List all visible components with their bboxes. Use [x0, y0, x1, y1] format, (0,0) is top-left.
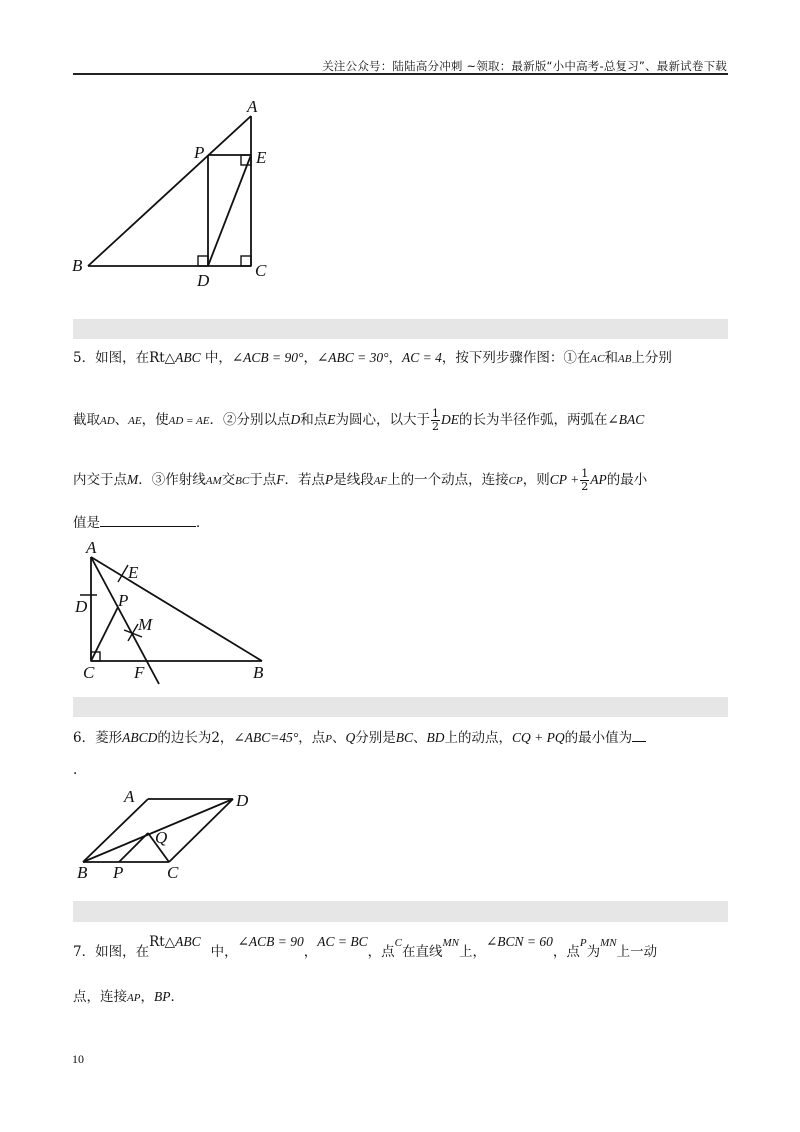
- segment-CD: [169, 799, 233, 862]
- page-number: 10: [72, 1052, 84, 1066]
- label-P: P: [194, 143, 205, 162]
- label-C: C: [167, 863, 179, 882]
- label-P: P: [113, 863, 124, 882]
- figure-rhombus: [70, 782, 260, 882]
- label-D: D: [197, 271, 210, 290]
- answer-band-2: [73, 697, 728, 717]
- figure-angle-bisector-construction: [70, 535, 280, 685]
- fraction-one-half-2: $\frac{1}{2}$: [581, 467, 589, 493]
- question-5-line-2: 截取AD、AE，使AD = AE．②分别以点D和点E为圆心，以大于 $\frac{1}{2}$ DE的长为半径作弧，两弧在∠BAC: [73, 407, 645, 433]
- segment-PQ: [119, 833, 148, 862]
- label-D: D: [236, 791, 249, 810]
- answer-band-1: [73, 319, 728, 339]
- segment-AB: [88, 116, 251, 266]
- answer-blank-q6[interactable]: [632, 727, 646, 742]
- label-D: D: [75, 597, 88, 616]
- question-5-line-4: 值是 ．: [73, 512, 733, 533]
- right-angle-mark-D: [198, 256, 208, 266]
- question-7-line-2: 点，连接AP，BP．: [73, 989, 184, 1005]
- label-B: B: [253, 663, 264, 682]
- segment-AB: [83, 799, 148, 862]
- label-A: A: [86, 538, 97, 557]
- label-F: F: [134, 663, 145, 682]
- label-E: E: [128, 563, 139, 582]
- right-angle-mark-C: [241, 256, 251, 266]
- question-5-line-1: 5．如图，在Rt△ABC 中，∠ACB = 90°，∠ABC = 30°，AC = 4，按下列步骤作图：①在AC和AB上分别: [73, 350, 672, 366]
- segment-CP: [91, 607, 118, 661]
- label-C: C: [83, 663, 95, 682]
- figure-right-triangle-rectangle: [60, 90, 320, 295]
- answer-band-3: [73, 901, 728, 922]
- label-E: E: [256, 148, 267, 167]
- label-A: A: [247, 97, 258, 116]
- question-6-line-2: .: [73, 762, 78, 778]
- question-6-line-1: 6．菱形ABCD的边长为2，∠ABC=45°，点P、Q分别是BC、BD上的动点，CQ + PQ的最小值为: [73, 727, 733, 749]
- label-Q: Q: [155, 828, 168, 847]
- question-5-line-3: 内交于点M．③作射线AM交BC于点F．若点P是线段AF上的一个动点，连接CP，则CP + $\frac{1}{2}$ AP的最小: [73, 467, 648, 493]
- segment-DE: [208, 155, 251, 266]
- label-C: C: [255, 261, 267, 280]
- page-header: 关注公众号：陆陆高分冲刺 ~领取：最新版“小中高考-总复习”、最新试卷下载: [322, 59, 727, 73]
- label-A: A: [124, 787, 135, 806]
- label-M: M: [138, 615, 153, 634]
- label-B: B: [77, 863, 88, 882]
- fraction-one-half-1: $\frac{1}{2}$: [431, 407, 439, 433]
- label-P: P: [118, 591, 129, 610]
- answer-blank-q5[interactable]: [100, 512, 196, 527]
- label-B: B: [72, 256, 83, 275]
- question-7-line-1: 7．如图，在Rt△ABC中，∠ACB = 90，AC = BC，点$^C$在直线$^{MN}$上，∠BCN = 60，点$^P$为$^{MN}$上一动: [73, 934, 658, 960]
- header-rule: [73, 73, 728, 75]
